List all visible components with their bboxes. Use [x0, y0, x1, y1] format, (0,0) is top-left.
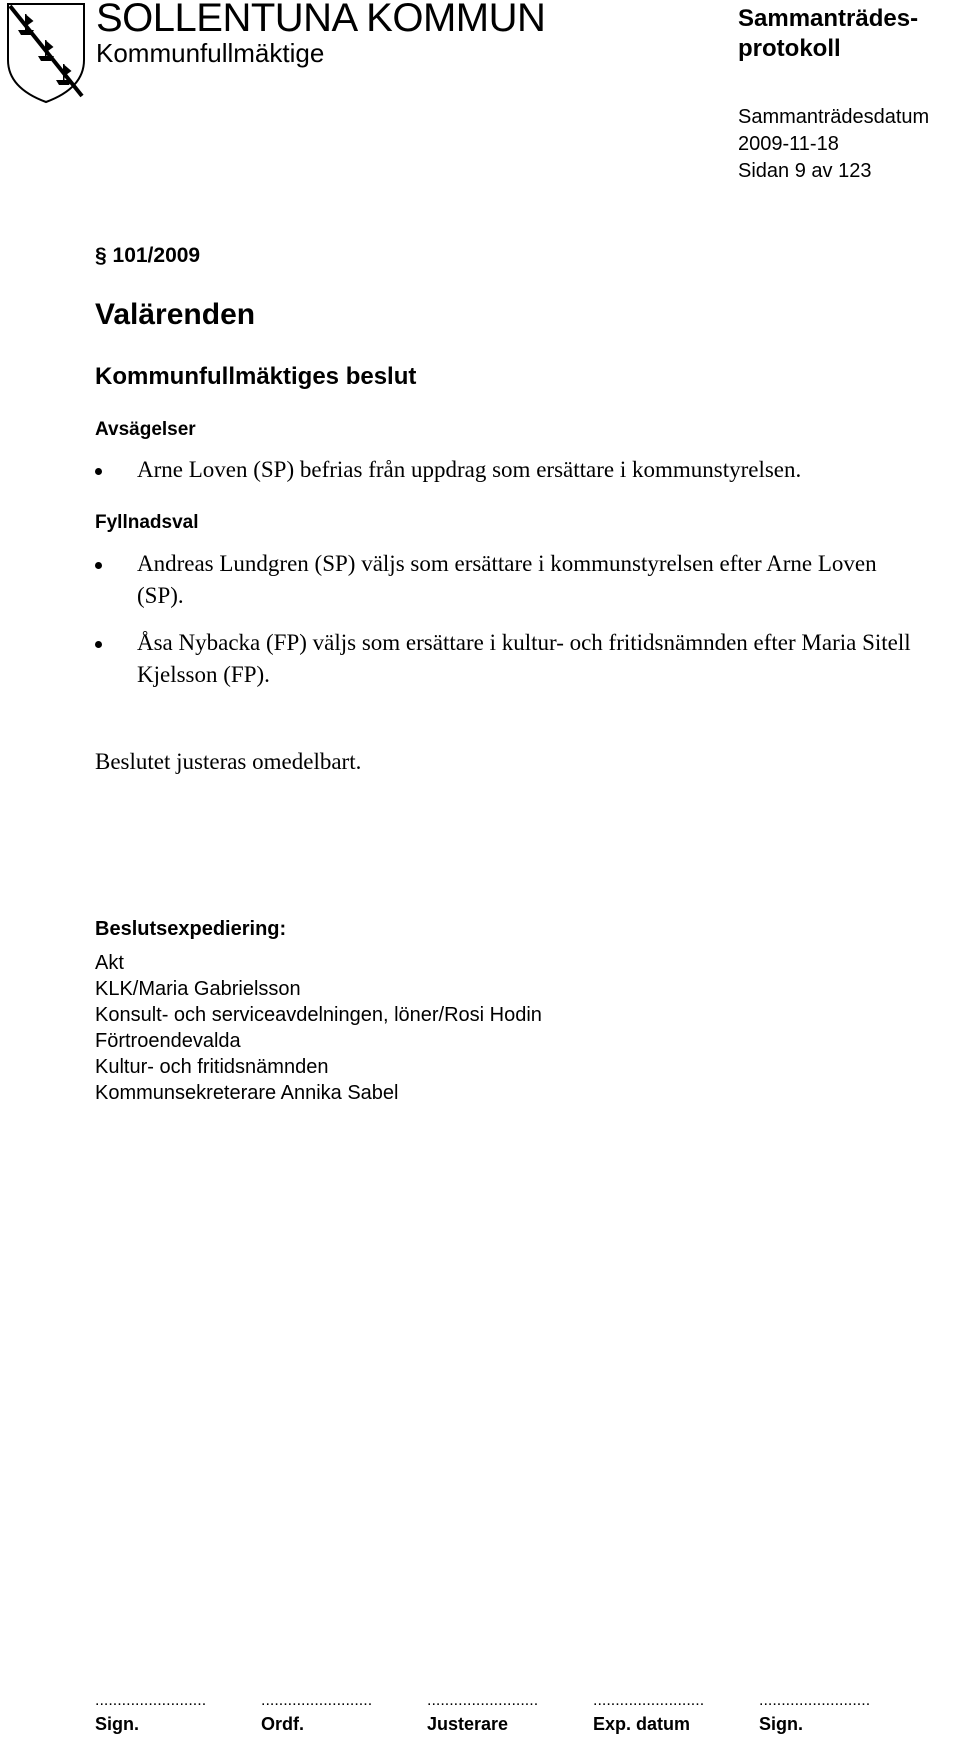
- recipient: Konsult- och serviceavdelningen, löner/Rosi Hodin: [95, 1004, 542, 1026]
- decision-note: Beslutet justeras omedelbart.: [95, 749, 362, 774]
- document-type-line-2: protokoll: [738, 35, 841, 62]
- by-elections-heading: Fyllnadsval: [95, 512, 199, 533]
- signature-label: Ordf.: [261, 1714, 304, 1734]
- recipient: Förtroendevalda: [95, 1030, 241, 1052]
- bullet-icon: [95, 468, 102, 475]
- coat-of-arms-logo: [4, 0, 88, 104]
- list-item: [95, 548, 925, 612]
- list-item: [95, 627, 925, 691]
- signature-line: .........................: [95, 1692, 207, 1709]
- signature-field: [427, 1694, 573, 1735]
- decision-heading: Kommunfullmäktiges beslut: [95, 363, 417, 390]
- page-title: Valärenden: [95, 298, 256, 331]
- recipient: KLK/Maria Gabrielsson: [95, 978, 301, 1000]
- signature-field: [261, 1694, 407, 1735]
- meeting-date-label: Sammanträdesdatum: [738, 106, 930, 128]
- signature-line: .........................: [759, 1692, 871, 1709]
- signature-label: Exp. datum: [593, 1714, 691, 1734]
- list-item-text: Åsa Nybacka (FP) väljs som ersättare i kultur- och fritidsnämnden efter Maria Sitell Kjelsson (FP).: [137, 630, 911, 687]
- signature-field: [759, 1694, 905, 1735]
- expedition-heading: Beslutsexpediering:: [95, 918, 287, 940]
- signature-field: [95, 1694, 241, 1735]
- signature-line: .........................: [593, 1692, 705, 1709]
- list-item-text: Arne Loven (SP) befrias från uppdrag som ersättare i kommunstyrelsen.: [137, 457, 802, 482]
- resignations-heading: Avsägelser: [95, 419, 196, 440]
- bullet-icon: [95, 641, 102, 648]
- signature-line: .........................: [427, 1692, 539, 1709]
- meeting-date-value: 2009-11-18: [738, 133, 839, 155]
- signature-label: Justerare: [427, 1714, 509, 1734]
- bullet-icon: [95, 562, 102, 569]
- meeting-meta: [738, 104, 929, 185]
- document-type: [738, 4, 918, 64]
- recipient: Kommunsekreterare Annika Sabel: [95, 1082, 399, 1104]
- organization-name: SOLLENTUNA KOMMUN: [96, 0, 546, 40]
- signature-label: Sign.: [95, 1714, 139, 1734]
- signature-field: [593, 1694, 739, 1735]
- document-type-line-1: Sammanträdes-: [738, 5, 919, 32]
- list-item-text: Andreas Lundgren (SP) väljs som ersättare i kommunstyrelsen efter Arne Loven (SP).: [137, 551, 877, 608]
- list-item: [95, 454, 925, 486]
- body-name: Kommunfullmäktige: [96, 38, 325, 68]
- signature-line: .........................: [261, 1692, 373, 1709]
- recipient: Akt: [95, 952, 124, 974]
- case-number: § 101/2009: [95, 244, 201, 267]
- recipient: Kultur- och fritidsnämnden: [95, 1056, 329, 1078]
- recipient-list: [95, 950, 542, 1106]
- page-number: Sidan 9 av 123: [738, 160, 872, 182]
- signature-label: Sign.: [759, 1714, 803, 1734]
